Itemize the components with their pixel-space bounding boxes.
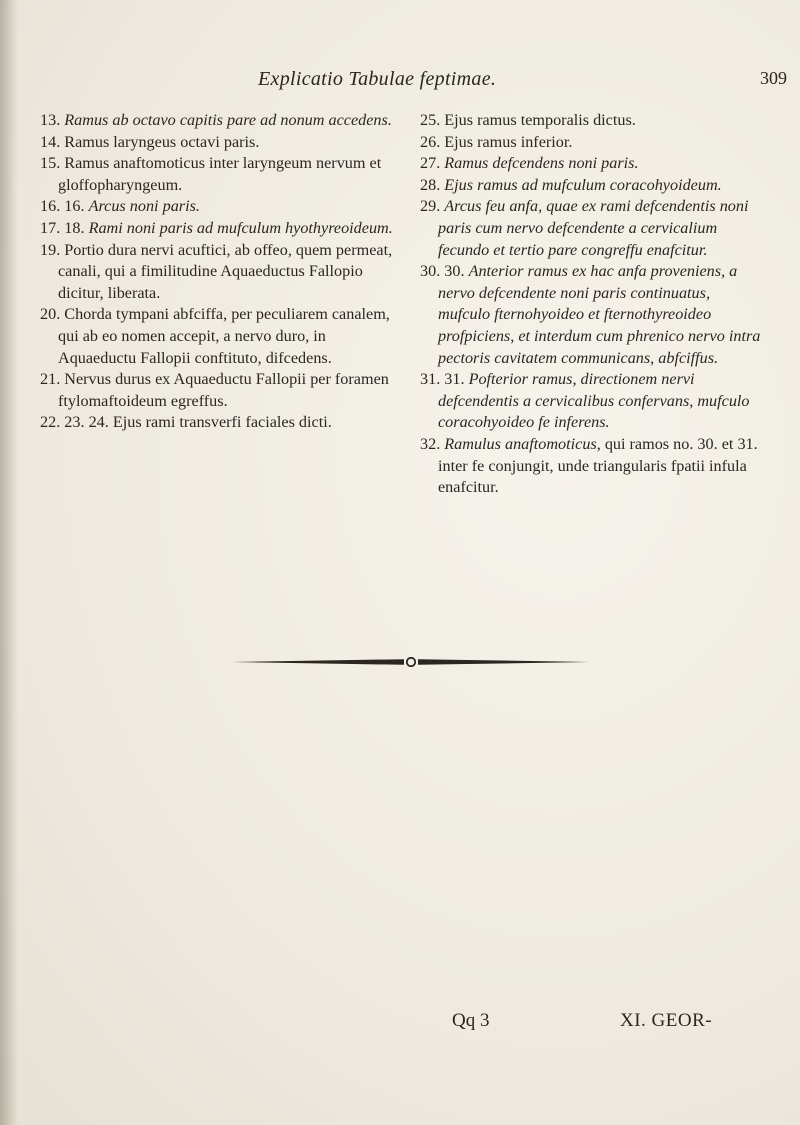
legend-text-segment: , qui ramos no. 30. et 31. inter fe conjungit, unde triangularis fpatii infula enafcitur. bbox=[438, 434, 758, 497]
legend-number: 25. bbox=[420, 111, 441, 129]
header-title: Explicatio Tabulae feptimae. bbox=[258, 68, 497, 90]
legend-entry bbox=[420, 175, 765, 197]
legend-text: Arcus feu anfa, quae ex rami defcendentis noni paris cum nervo defcendente a cervicalium fecundo et tertio pare congreffu enafcitur. bbox=[438, 197, 749, 259]
left-column bbox=[40, 110, 393, 434]
page-edge-shadow bbox=[0, 0, 18, 1125]
legend-entry bbox=[40, 196, 393, 218]
legend-entry bbox=[40, 153, 393, 196]
legend-number: 29. bbox=[420, 197, 441, 216]
legend-entry bbox=[40, 412, 393, 434]
legend-number: 27. bbox=[420, 154, 441, 173]
legend-text: Pofterior ramus, directionem nervi defcendentis a cervicalibus confervans, mufculo coracohyoideo fe inferens. bbox=[438, 370, 750, 432]
legend-number: 21. bbox=[40, 370, 61, 389]
legend-text-segment: Ramulus anaftomoticus bbox=[444, 434, 597, 453]
legend-text: Anterior ramus ex hac anfa proveniens, a nervo defcendente noni paris continuatus, mufculo fternohyoideo et fternothyreoideo profpiciens, et interdum cum phrenico nervo intra pectoris cavitatem communicans, abfciffus. bbox=[438, 262, 761, 367]
legend-entry bbox=[40, 218, 393, 240]
legend-number: 14. bbox=[40, 132, 61, 151]
legend-number: 16. 16. bbox=[40, 197, 85, 216]
page-footer bbox=[0, 1010, 800, 1040]
page-number: 309 bbox=[760, 68, 787, 88]
legend-number: 13. bbox=[40, 111, 61, 129]
running-header bbox=[0, 66, 800, 96]
legend-entry bbox=[40, 110, 393, 132]
legend-text: Nervus durus ex Aquaeductu Fallopii per foramen ftylomaftoideum egreffus. bbox=[58, 370, 389, 410]
legend-entry bbox=[40, 369, 393, 412]
rule-graphic bbox=[232, 657, 590, 667]
legend-text: Ejus ramus temporalis dictus. bbox=[444, 111, 636, 129]
legend-number: 19. bbox=[40, 240, 61, 259]
catchword: XI. GEOR- bbox=[620, 1010, 713, 1031]
ornamental-rule bbox=[232, 657, 590, 667]
legend-text: Ejus ramus ad mufculum coracohyoideum. bbox=[444, 175, 722, 194]
legend-entry bbox=[420, 434, 765, 499]
legend-text: Ramus anaftomoticus inter laryngeum nervum et gloffopharyngeum. bbox=[58, 154, 382, 194]
right-column bbox=[420, 110, 765, 499]
legend-number: 17. 18. bbox=[40, 218, 85, 237]
legend-entry bbox=[420, 369, 765, 434]
legend-entry bbox=[420, 132, 765, 154]
legend-text: Arcus noni paris. bbox=[88, 197, 200, 216]
legend-text bbox=[438, 435, 758, 496]
legend-entry bbox=[40, 240, 393, 305]
legend-number: 28. bbox=[420, 175, 441, 194]
legend-number: 30. 30. bbox=[420, 262, 465, 281]
legend-text: Chorda tympani abfciffa, per peculiarem canalem, qui ab eo nomen accepit, a nervo duro, in Aquaeductu Fallopii conftituto, difcedens. bbox=[58, 305, 390, 367]
legend-entry bbox=[420, 110, 765, 132]
legend-entry bbox=[420, 153, 765, 175]
legend-text: Ramus defcendens noni paris. bbox=[444, 154, 639, 173]
signature-mark: Qq 3 bbox=[452, 1010, 490, 1031]
legend-text: Ejus ramus inferior. bbox=[444, 132, 573, 151]
legend-text: Ejus rami transverfi faciales dicti. bbox=[112, 413, 332, 432]
legend-entry bbox=[40, 132, 393, 154]
legend-number: 15. bbox=[40, 154, 61, 173]
legend-number: 32. bbox=[420, 434, 441, 453]
legend-number: 31. 31. bbox=[420, 370, 465, 389]
legend-entry bbox=[420, 261, 765, 369]
legend-number: 22. 23. 24. bbox=[40, 413, 109, 432]
legend-text: Rami noni paris ad mufculum hyothyreoideum. bbox=[88, 218, 393, 237]
legend-text: Portio dura nervi acuftici, ab offeo, quem permeat, canali, qui a fimilitudine Aquaeductus Fallopio dicitur, liberata. bbox=[58, 240, 393, 302]
legend-text: Ramus laryngeus octavi paris. bbox=[64, 132, 260, 151]
legend-text: Ramus ab octavo capitis pare ad nonum accedens. bbox=[64, 111, 392, 129]
legend-entry bbox=[420, 196, 765, 261]
legend-number: 20. bbox=[40, 305, 61, 324]
legend-entry bbox=[40, 304, 393, 369]
legend-number: 26. bbox=[420, 132, 441, 151]
